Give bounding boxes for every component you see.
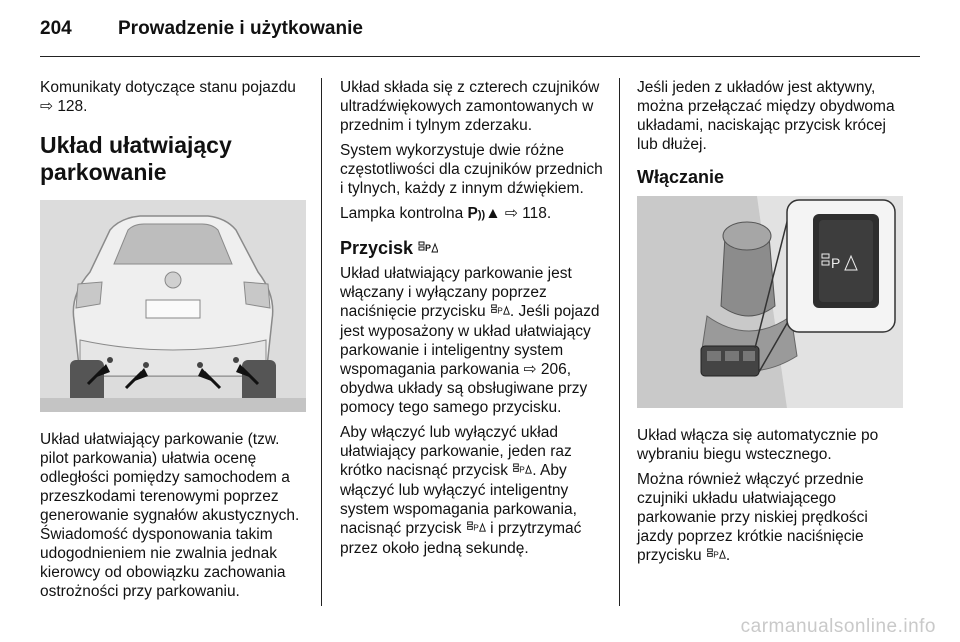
warning-lamp-text: Lampka kontrolna [340,205,464,222]
body-paragraph: Układ ułatwiający parkowanie (tzw. pilot parkowania) ułatwia ocenę odległości pomiędzy samochodem a przeszkodami terenowymi poprzez generowanie sygnałów akustycznych. Świadomość dysponowania takim udogodnieniem nie zwalnia jednak kierowcy od obowiązku zachowania ostrożności przy parkowaniu. [40,431,300,600]
paragraph-sensors: Układ składa się z czterech czujników ultradźwiękowych zamontowanych w przednim i tylnym zderzaku. [340,79,600,134]
front-sensors-text-b: . [725,547,731,564]
column-divider-2 [619,78,620,606]
paragraph-switching: Jeśli jeden z układów jest aktywny, można przełączać między obydwoma układami, naciskając przycisk krócej lub dłużej. [637,79,895,153]
parking-button-icon [466,520,486,539]
column-divider-1 [321,78,322,606]
parking-button-icon [490,303,510,322]
page-header [40,18,363,46]
activation-heading: Włączanie [637,167,725,187]
svg-text:P: P [831,255,841,271]
paragraph-toggle [340,264,606,417]
toggle-text-a: Układ ułatwiający parkowanie jest włączany i wyłączany poprzez naciśnięcie przycisku [340,265,572,320]
watermark: carmanualsonline.info [740,616,936,637]
ref-arrow-icon: ⇨ [40,98,53,115]
parking-assist-lamp-icon: P))▲ [467,205,501,222]
paragraph-warning-lamp [340,204,606,225]
paragraph-auto: Układ włącza się automatycznie po wybraniu biegu wstecznego. [637,427,879,463]
svg-text:P: P [497,305,503,316]
svg-text:P: P [519,464,526,475]
paragraph-frequencies: System wykorzystuje dwie różne częstotliwości dla czujników przednich i tylnych, każdy z innym dźwiękiem. [340,142,603,197]
rear-car-sensors-figure [40,200,306,412]
press-text-b: . Aby włączyć lub wyłączyć inteligentny system wspomagania parkowania, nacisnąć przycisk [340,462,577,537]
header-rule [40,56,920,57]
intro-paragraph [40,78,306,116]
svg-text:P: P [713,549,719,560]
page-number: 204 [40,18,72,39]
section-heading: Układ ułatwiający parkowanie [40,132,232,185]
toggle-ref: 206, obydwa układy są obsługiwane przy pomocy tego samego przycisku. [340,361,588,416]
column-2 [340,78,606,564]
center-console-button-figure [637,196,903,408]
intro-ref: 128. [57,98,88,115]
press-text-c: i przytrzymać przez około jedną sekundę. [340,520,582,557]
ref-arrow-icon: ⇨ [504,205,518,222]
button-heading-text: Przycisk [340,238,414,258]
front-sensors-text-a: Można również włączyć przednie czujniki układu ułatwiającego parkowanie przy niskiej prędkości jazdy poprzez krótkie naciśnięcie przycisku [637,471,868,564]
parking-button-icon [418,238,438,260]
paragraph-front-sensors [637,470,907,566]
warning-lamp-ref: 118. [522,205,552,222]
button-heading [340,237,606,260]
ref-arrow-icon: ⇨ [523,361,537,378]
page-title: Prowadzenie i użytkowanie [118,18,363,39]
toggle-text-b: . Jeśli pojazd jest wyposażony w układ ułatwiający parkowanie i inteligentny system wspomagania parkowania [340,303,600,378]
parking-button-icon [706,547,726,566]
press-text-a: Aby włączyć lub wyłączyć układ ułatwiający parkowanie, jeden raz krótko nacisnąć przycisk [340,424,572,479]
svg-text:P: P [472,522,479,533]
parking-button-icon [512,462,532,481]
column-1 [40,78,306,607]
column-3 [637,78,907,572]
svg-text:P: P [425,243,432,253]
intro-text: Komunikaty dotyczące stanu pojazdu [40,79,296,96]
paragraph-press [340,423,606,558]
